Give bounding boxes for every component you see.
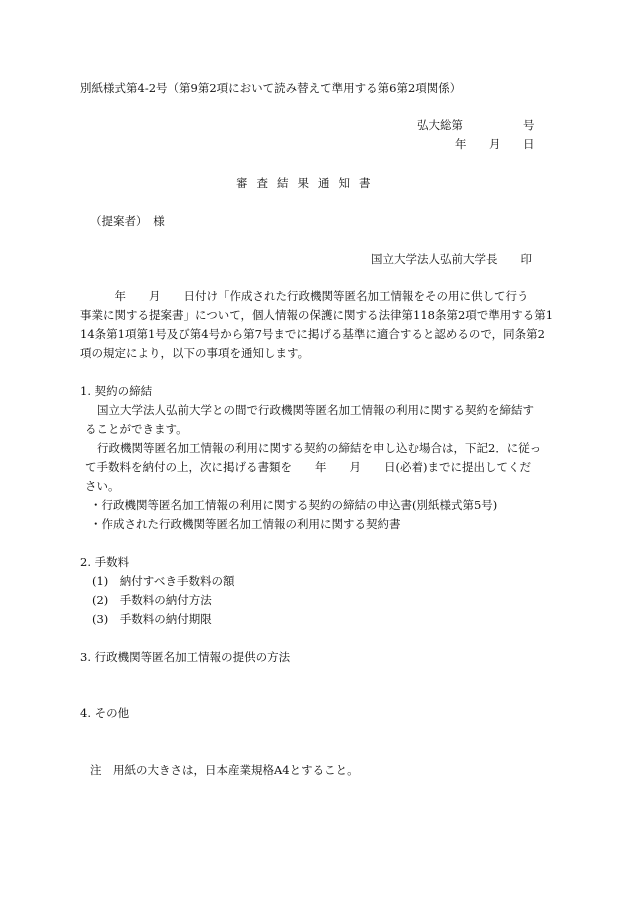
section4-heading: 4. その他 xyxy=(80,706,130,720)
section1-p2-line3: さい。 xyxy=(85,479,120,493)
date-year: 年 xyxy=(455,137,467,151)
date-month: 月 xyxy=(489,137,501,151)
sender: 国立大学法人弘前大学長 印 xyxy=(371,252,532,266)
doc-number-suffix: 号 xyxy=(523,118,535,132)
intro-line-1: 年 月 日付け「作成された行政機関等匿名加工情報をその用に供して行う xyxy=(80,289,529,303)
section2-item: (3) 手数料の納付期限 xyxy=(92,612,212,626)
addressee: （提案者） 様 xyxy=(90,214,165,228)
intro-line-3: 14条第1項第1号及び第4号から第7号までに掲げる基準に適合すると認めるので，同条第2 xyxy=(80,327,545,341)
section2-item: (1) 納付すべき手数料の額 xyxy=(92,574,235,588)
section3-heading: 3. 行政機関等匿名加工情報の提供の方法 xyxy=(80,650,291,664)
section1-p1-line1: 国立大学法人弘前大学との間で行政機関等匿名加工情報の利用に関する契約を締結す xyxy=(97,403,534,417)
section2-item: (2) 手数料の納付方法 xyxy=(92,593,212,607)
page-title: 審査結果通知書 xyxy=(236,176,380,190)
section1-bullet: ・作成された行政機関等匿名加工情報の利用に関する契約書 xyxy=(90,517,401,531)
form-label: 別紙様式第4-2号（第9第2項において読み替えて準用する第6第2項関係） xyxy=(80,81,462,95)
section1-p2-line2: て手数料を納付の上，次に掲げる書類を 年 月 日(必着)までに提出してくだ xyxy=(85,460,531,474)
section2-heading: 2. 手数料 xyxy=(80,555,130,569)
doc-number-prefix: 弘大総第 xyxy=(417,118,463,132)
intro-line-4: 項の規定により，以下の事項を通知します。 xyxy=(80,346,310,360)
intro-line-2: 事業に関する提案書」について，個人情報の保護に関する法律第118条第2項で準用する第1 xyxy=(80,308,554,322)
date-day: 日 xyxy=(523,137,535,151)
section1-bullet: ・行政機関等匿名加工情報の利用に関する契約の締結の申込書(別紙様式第5号) xyxy=(90,498,498,512)
footnote: 注 用紙の大きさは，日本産業規格A4とすること。 xyxy=(90,763,359,777)
section1-heading: 1. 契約の締結 xyxy=(80,384,153,398)
section1-p2-line1: 行政機関等匿名加工情報の利用に関する契約の締結を申し込む場合は，下記2．に従っ xyxy=(97,441,542,455)
section1-p1-line2: ることができます。 xyxy=(85,422,188,436)
